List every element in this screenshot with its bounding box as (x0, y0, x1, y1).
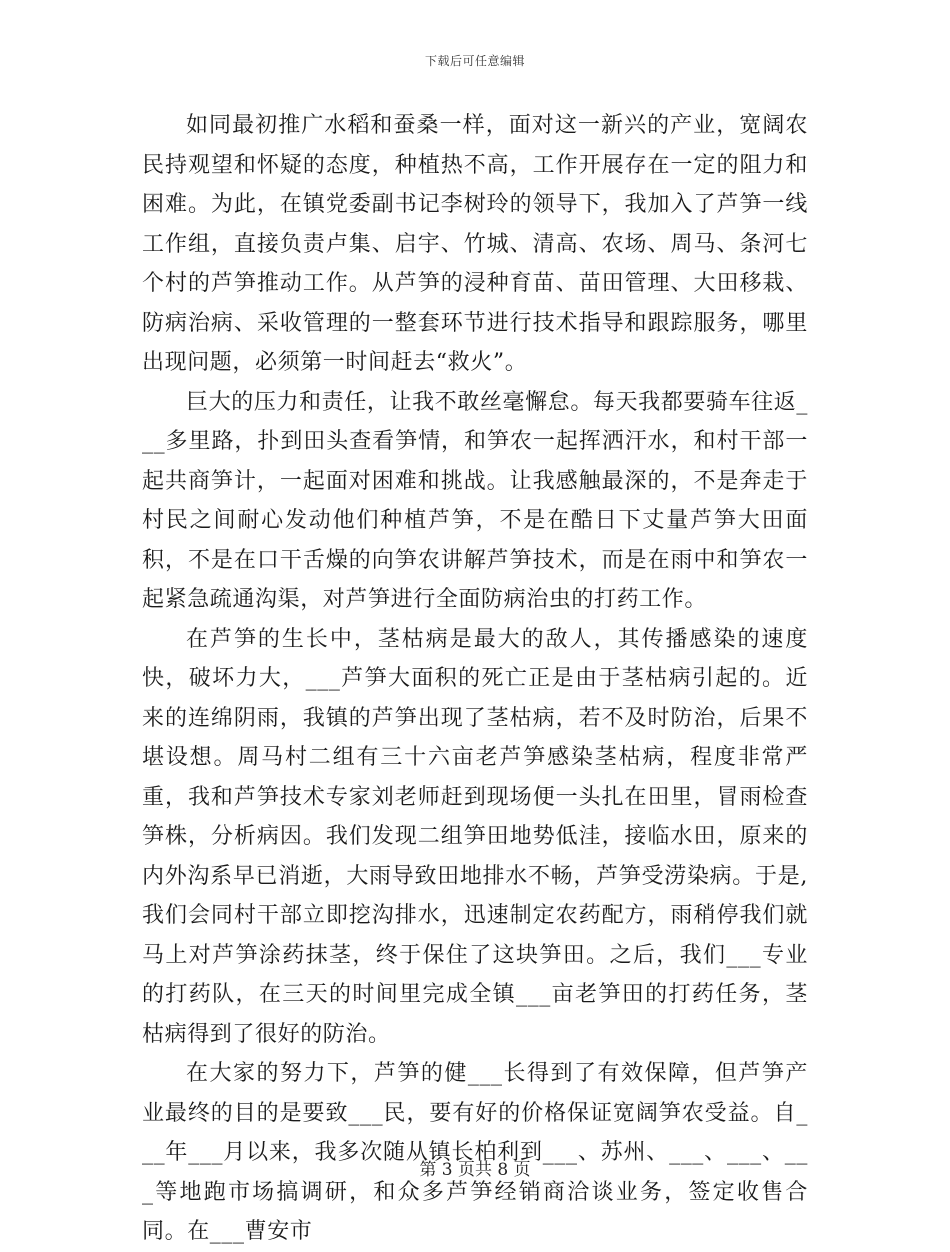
paragraph-3: 在芦笋的生长中，茎枯病是最大的敌人，其传播感染的速度快，破坏力大，___芦笋大面积的死亡正是由于茎枯病引起的。近来的连绵阴雨，我镇的芦笋出现了茎枯病，若不及时防治，后果不堪设想。周马村二组有三十六亩老芦笋感染茎枯病，程度非常严重，我和芦笋技术专家刘老师赶到现场便一头扎在田里，冒雨检查笋株，分析病因。我们发现二组笋田地势低洼，接临水田，原来的内外沟系早已消逝，大雨导致田地排水不畅，芦笋受涝染病。于是,我们会同村干部立即挖沟排水，迅速制定农药配方，雨稍停我们就马上对芦笋涂药抹茎，终于保住了这块笋田。之后，我们___专业的打药队，在三天的时间里完成全镇___亩老笋田的打药任务，茎枯病得到了很好的防治。 (142, 626, 808, 1047)
page-header-note: 下载后可任意编辑 (424, 54, 525, 68)
document-body (142, 106, 808, 1252)
paragraph-1: 如同最初推广水稻和蚕桑一样，面对这一新兴的产业，宽阔农民持观望和怀疑的态度，种植热不高，工作开展存在一定的阻力和困难。为此，在镇党委副书记李树玲的领导下，我加入了芦笋一线工作组，直接负责卢集、启宇、竹城、清高、农场、周马、条河七个村的芦笋推动工作。从芦笋的浸种育苗、苗田管理、大田移栽、防病治病、采收管理的一整套环节进行技术指导和跟踪服务，哪里出现问题，必须第一时间赶去“救火”。 (142, 113, 808, 375)
page-number-footer: 第 3 页共 8 页 (419, 1160, 531, 1180)
paragraph-2: 巨大的压力和责任，让我不敢丝毫懈怠。每天我都要骑车往返___多里路，扑到田头查看笋情，和笋农一起挥洒汗水，和村干部一起共商笋计，一起面对困难和挑战。让我感触最深的，不是奔走于村民之间耐心发动他们种植芦笋，不是在酷日下丈量芦笋大田面积，不是在口干舌燥的向笋农讲解芦笋技术，而是在雨中和笋农一起紧急疏通沟渠，对芦笋进行全面防病治虫的打药工作。 (142, 389, 808, 612)
paragraph-4: 在大家的努力下，芦笋的健___长得到了有效保障，但芦笋产业最终的目的是要致___民，要有好的价格保证宽阔笋农受益。自___年___月以来，我多次随从镇长柏利到___、苏州、___、___、___等地跑市场搞调研，和众多芦笋经销商洽谈业务，签定收售合同。在___曹安市 (142, 1061, 808, 1244)
